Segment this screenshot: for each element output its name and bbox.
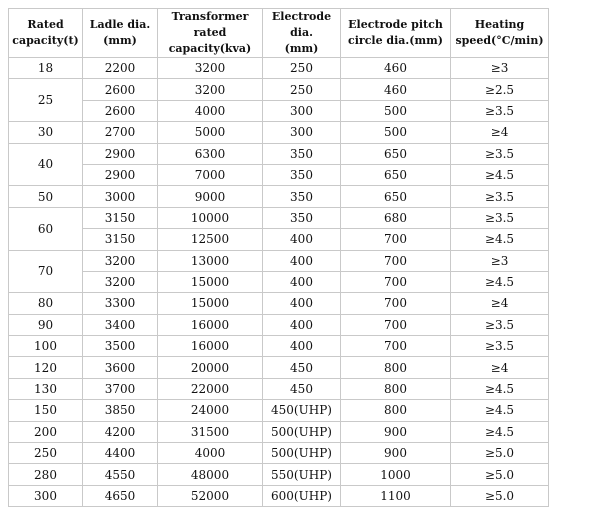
table-row	[9, 164, 549, 185]
table-row	[9, 400, 549, 421]
table-row	[9, 229, 549, 250]
table-row	[9, 79, 549, 100]
electrode-pitch-cell: 460	[341, 58, 451, 79]
transformer-capacity-cell: 20000	[158, 357, 263, 378]
electrode-dia-cell: 250	[263, 58, 341, 79]
rated-capacity-cell: 80	[9, 293, 83, 314]
ladle-dia-cell: 4400	[83, 443, 158, 464]
table-row	[9, 357, 549, 378]
electrode-dia-cell: 350	[263, 164, 341, 185]
electrode-dia-cell: 450	[263, 378, 341, 399]
electrode-dia-cell: 450(UHP)	[263, 400, 341, 421]
transformer-capacity-cell: 4000	[158, 443, 263, 464]
heating-speed-cell: ≥4.5	[451, 271, 549, 292]
header-ladle-dia: Ladle dia. (mm)	[83, 9, 158, 58]
ladle-dia-cell: 2600	[83, 79, 158, 100]
ladle-dia-cell: 3700	[83, 378, 158, 399]
transformer-capacity-cell: 15000	[158, 293, 263, 314]
table-row	[9, 207, 549, 228]
transformer-capacity-cell: 3200	[158, 79, 263, 100]
electrode-pitch-cell: 900	[341, 421, 451, 442]
heating-speed-cell: ≥3.5	[451, 143, 549, 164]
rated-capacity-cell: 90	[9, 314, 83, 335]
electrode-pitch-cell: 1000	[341, 464, 451, 485]
transformer-capacity-cell: 6300	[158, 143, 263, 164]
electrode-dia-cell: 400	[263, 314, 341, 335]
ladle-furnace-spec-table	[8, 8, 549, 507]
ladle-dia-cell: 3500	[83, 336, 158, 357]
heating-speed-cell: ≥4	[451, 357, 549, 378]
ladle-dia-cell: 3000	[83, 186, 158, 207]
ladle-dia-cell: 4650	[83, 485, 158, 506]
heating-speed-cell: ≥3.5	[451, 207, 549, 228]
heating-speed-cell: ≥4	[451, 122, 549, 143]
rated-capacity-cell: 200	[9, 421, 83, 442]
rated-capacity-cell: 60	[9, 207, 83, 250]
transformer-capacity-cell: 31500	[158, 421, 263, 442]
transformer-capacity-cell: 16000	[158, 314, 263, 335]
ladle-dia-cell: 2900	[83, 164, 158, 185]
transformer-capacity-cell: 3200	[158, 58, 263, 79]
electrode-dia-cell: 350	[263, 186, 341, 207]
transformer-capacity-cell: 13000	[158, 250, 263, 271]
transformer-capacity-cell: 24000	[158, 400, 263, 421]
ladle-dia-cell: 3200	[83, 271, 158, 292]
heating-speed-cell: ≥3	[451, 58, 549, 79]
rated-capacity-cell: 280	[9, 464, 83, 485]
heating-speed-cell: ≥4.5	[451, 164, 549, 185]
rated-capacity-cell: 70	[9, 250, 83, 293]
electrode-dia-cell: 500(UHP)	[263, 443, 341, 464]
ladle-dia-cell: 4550	[83, 464, 158, 485]
heating-speed-cell: ≥2.5	[451, 79, 549, 100]
electrode-pitch-cell: 800	[341, 378, 451, 399]
transformer-capacity-cell: 16000	[158, 336, 263, 357]
electrode-dia-cell: 400	[263, 336, 341, 357]
electrode-pitch-cell: 460	[341, 79, 451, 100]
transformer-capacity-cell: 7000	[158, 164, 263, 185]
header-electrode-dia: Electrode dia. (mm)	[263, 9, 341, 58]
ladle-dia-cell: 3200	[83, 250, 158, 271]
heating-speed-cell: ≥5.0	[451, 485, 549, 506]
rated-capacity-cell: 120	[9, 357, 83, 378]
table-row	[9, 378, 549, 399]
table-row	[9, 314, 549, 335]
header-electrode-pitch: Electrode pitch circle dia.(mm)	[341, 9, 451, 58]
table-row	[9, 336, 549, 357]
table-body	[9, 58, 549, 507]
heating-speed-cell: ≥5.0	[451, 443, 549, 464]
rated-capacity-cell: 100	[9, 336, 83, 357]
electrode-dia-cell: 500(UHP)	[263, 421, 341, 442]
electrode-dia-cell: 350	[263, 207, 341, 228]
heating-speed-cell: ≥4.5	[451, 378, 549, 399]
transformer-capacity-cell: 4000	[158, 100, 263, 121]
table-row	[9, 100, 549, 121]
ladle-dia-cell: 3150	[83, 207, 158, 228]
ladle-dia-cell: 3850	[83, 400, 158, 421]
rated-capacity-cell: 250	[9, 443, 83, 464]
electrode-pitch-cell: 700	[341, 271, 451, 292]
table-row	[9, 143, 549, 164]
table-row	[9, 443, 549, 464]
transformer-capacity-cell: 5000	[158, 122, 263, 143]
electrode-pitch-cell: 800	[341, 400, 451, 421]
electrode-dia-cell: 400	[263, 250, 341, 271]
table-row	[9, 58, 549, 79]
electrode-dia-cell: 350	[263, 143, 341, 164]
table-row	[9, 122, 549, 143]
transformer-capacity-cell: 52000	[158, 485, 263, 506]
electrode-pitch-cell: 680	[341, 207, 451, 228]
electrode-pitch-cell: 650	[341, 164, 451, 185]
rated-capacity-cell: 25	[9, 79, 83, 122]
table-row	[9, 271, 549, 292]
electrode-pitch-cell: 700	[341, 229, 451, 250]
table-row	[9, 421, 549, 442]
rated-capacity-cell: 30	[9, 122, 83, 143]
electrode-dia-cell: 400	[263, 271, 341, 292]
rated-capacity-cell: 150	[9, 400, 83, 421]
ladle-dia-cell: 3150	[83, 229, 158, 250]
electrode-pitch-cell: 650	[341, 186, 451, 207]
electrode-pitch-cell: 900	[341, 443, 451, 464]
electrode-dia-cell: 400	[263, 229, 341, 250]
heating-speed-cell: ≥3.5	[451, 314, 549, 335]
ladle-dia-cell: 2700	[83, 122, 158, 143]
heating-speed-cell: ≥5.0	[451, 464, 549, 485]
header-heating-speed: Heating speed(°C/min)	[451, 9, 549, 58]
electrode-pitch-cell: 500	[341, 122, 451, 143]
electrode-pitch-cell: 1100	[341, 485, 451, 506]
heating-speed-cell: ≥4.5	[451, 400, 549, 421]
rated-capacity-cell: 50	[9, 186, 83, 207]
heating-speed-cell: ≥3.5	[451, 336, 549, 357]
electrode-dia-cell: 450	[263, 357, 341, 378]
heating-speed-cell: ≥3	[451, 250, 549, 271]
header-transformer-capacity: Transformer rated capacity(kva)	[158, 9, 263, 58]
electrode-pitch-cell: 650	[341, 143, 451, 164]
heating-speed-cell: ≥4.5	[451, 421, 549, 442]
transformer-capacity-cell: 22000	[158, 378, 263, 399]
table-row	[9, 250, 549, 271]
transformer-capacity-cell: 9000	[158, 186, 263, 207]
transformer-capacity-cell: 12500	[158, 229, 263, 250]
ladle-dia-cell: 2600	[83, 100, 158, 121]
table-row	[9, 485, 549, 506]
ladle-dia-cell: 2900	[83, 143, 158, 164]
electrode-dia-cell: 300	[263, 100, 341, 121]
rated-capacity-cell: 130	[9, 378, 83, 399]
header-rated-capacity: Rated capacity(t)	[9, 9, 83, 58]
transformer-capacity-cell: 10000	[158, 207, 263, 228]
heating-speed-cell: ≥3.5	[451, 100, 549, 121]
transformer-capacity-cell: 15000	[158, 271, 263, 292]
rated-capacity-cell: 40	[9, 143, 83, 186]
ladle-dia-cell: 3400	[83, 314, 158, 335]
electrode-dia-cell: 550(UHP)	[263, 464, 341, 485]
electrode-pitch-cell: 700	[341, 250, 451, 271]
header-row	[9, 9, 549, 58]
rated-capacity-cell: 300	[9, 485, 83, 506]
transformer-capacity-cell: 48000	[158, 464, 263, 485]
electrode-pitch-cell: 700	[341, 336, 451, 357]
ladle-dia-cell: 4200	[83, 421, 158, 442]
heating-speed-cell: ≥4	[451, 293, 549, 314]
electrode-pitch-cell: 700	[341, 293, 451, 314]
table-row	[9, 464, 549, 485]
heating-speed-cell: ≥3.5	[451, 186, 549, 207]
table-row	[9, 293, 549, 314]
ladle-dia-cell: 3600	[83, 357, 158, 378]
ladle-dia-cell: 3300	[83, 293, 158, 314]
electrode-pitch-cell: 700	[341, 314, 451, 335]
rated-capacity-cell: 18	[9, 58, 83, 79]
electrode-dia-cell: 300	[263, 122, 341, 143]
electrode-pitch-cell: 500	[341, 100, 451, 121]
electrode-dia-cell: 250	[263, 79, 341, 100]
heating-speed-cell: ≥4.5	[451, 229, 549, 250]
electrode-dia-cell: 600(UHP)	[263, 485, 341, 506]
ladle-dia-cell: 2200	[83, 58, 158, 79]
electrode-pitch-cell: 800	[341, 357, 451, 378]
table-row	[9, 186, 549, 207]
electrode-dia-cell: 400	[263, 293, 341, 314]
